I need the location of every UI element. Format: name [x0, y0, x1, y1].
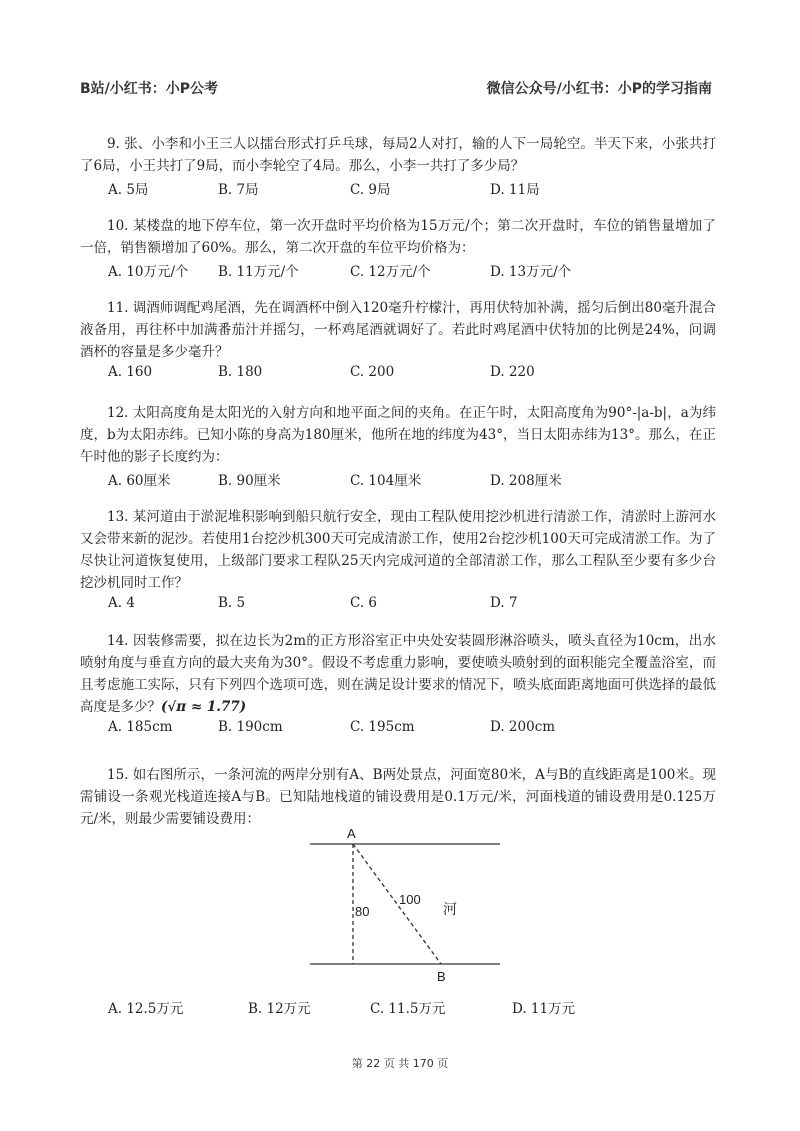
question-stem	[80, 630, 716, 718]
option-c: C. 6	[350, 595, 378, 611]
option-a: A. 5局	[108, 182, 149, 198]
option-a: A. 4	[108, 595, 135, 611]
question-14	[80, 630, 716, 741]
option-d: D. 13万元/个	[490, 264, 572, 280]
question-stem: 9. 张、小李和小王三人以擂台形式打乒乓球，每局2人对打，输的人下一局轮空。半天下来，小张共打了6局，小王共打了9局，而小李轮空了4局。那么，小李一共打了多少局？	[80, 136, 716, 174]
option-d: D. 220	[490, 364, 535, 380]
header-left-source: B站/小红书：小P公考	[80, 81, 219, 97]
option-a: A. 160	[108, 364, 153, 380]
page-number: 第 22 页 共 170 页	[351, 1057, 449, 1070]
distance-label: 100	[399, 892, 421, 907]
question-15	[80, 764, 716, 830]
question-stem: 10. 某楼盘的地下停车位，第一次开盘时平均价格为15万元/个；第二次开盘时，车位的销售量增加了一倍，销售额增加了60%。那么，第二次开盘的车位平均价格为：	[80, 218, 716, 256]
options-row	[80, 595, 716, 617]
options-row	[80, 997, 716, 1019]
point-a-label: A	[347, 826, 356, 841]
math-note: (√π ≈ 1.77)	[161, 699, 247, 715]
option-b: B. 12万元	[248, 1001, 311, 1017]
option-c: C. 195cm	[350, 719, 415, 735]
option-b: B. 180	[218, 364, 263, 380]
question-13	[80, 506, 716, 617]
option-a: A. 60厘米	[108, 473, 171, 489]
option-d: D. 208厘米	[490, 473, 562, 489]
option-b: B. 5	[218, 595, 246, 611]
river-label: 河	[443, 902, 457, 918]
option-b: B. 190cm	[218, 719, 283, 735]
question-stem: 13. 某河道由于淤泥堆积影响到船只航行安全，现由工程队使用挖沙机进行清淤工作，清淤时上游河水又会带来新的泥沙。若使用1台挖沙机300天可完成清淤工作，使用2台挖沙机100天可完成清淤工作。为了尽快让河道恢复使用，上级部门要求工程队25天内完成河道的全部清淤工作，那么工程队至少要有多少台挖沙机同时工作？	[80, 509, 716, 591]
options-row	[80, 364, 716, 386]
option-a: A. 10万元/个	[108, 264, 189, 280]
option-c: C. 104厘米	[350, 473, 422, 489]
option-d: D. 11局	[490, 182, 540, 198]
option-c: C. 12万元/个	[350, 264, 431, 280]
question-stem: 15. 如右图所示，一条河流的两岸分别有A、B两处景点，河面宽80米，A与B的直线距离是100米。现需铺设一条观光栈道连接A与B。已知陆地栈道的铺设费用是0.1万元/米，河面栈道的铺设费用是0.125万元/米，则最少需要铺设费用：	[80, 767, 716, 827]
question-stem: 11. 调酒师调配鸡尾酒，先在调酒杯中倒入120毫升柠檬汁，再用伏特加补满，摇匀后倒出80毫升混合液备用，再往杯中加满番茄汁并摇匀，一杯鸡尾酒就调好了。若此时鸡尾酒中伏特加的比例是24%，问调酒杯的容量是多少毫升？	[80, 300, 716, 360]
option-d: D. 7	[490, 595, 518, 611]
question-stem: 12. 太阳高度角是太阳光的入射方向和地平面之间的夹角。在正午时，太阳高度角为90°-|a-b|，a为纬度，b为太阳赤纬。已知小陈的身高为180厘米，他所在地的纬度为43°，当日太阳赤纬为13°。那么，在正午时他的影子长度约为：	[80, 405, 716, 465]
option-b: B. 90厘米	[218, 473, 281, 489]
question-9	[80, 133, 716, 200]
question-12	[80, 402, 716, 491]
question-11	[80, 297, 716, 386]
river-diagram	[305, 822, 505, 992]
option-d: D. 11万元	[512, 1001, 576, 1017]
point-b-label: B	[437, 969, 446, 984]
question-10	[80, 215, 716, 282]
question-15-options	[80, 996, 716, 1019]
option-c: C. 11.5万元	[370, 1001, 446, 1017]
header-right-source: 微信公众号/小红书：小P的学习指南	[486, 81, 712, 97]
option-c: C. 9局	[350, 182, 391, 198]
question-stem-text: 14. 因装修需要，拟在边长为2m的正方形浴室正中央处安装圆形淋浴喷头，喷头直径为10cm，出水喷射角度与垂直方向的最大夹角为30°。假设不考虑重力影响，要使喷头喷射到的面积能完全覆盖浴室，而且考虑施工实际，只有下列四个选项可选，则在满足设计要求的情况下，喷头底面距离地面可供选择的最低高度是多少？	[80, 633, 716, 715]
width-label: 80	[355, 904, 370, 919]
options-row	[80, 178, 716, 200]
option-b: B. 11万元/个	[218, 264, 299, 280]
options-row	[80, 719, 716, 741]
options-row	[80, 260, 716, 282]
option-b: B. 7局	[218, 182, 259, 198]
option-a: A. 185cm	[108, 719, 173, 735]
option-a: A. 12.5万元	[108, 1001, 184, 1017]
option-c: C. 200	[350, 364, 395, 380]
option-d: D. 200cm	[490, 719, 556, 735]
options-row	[80, 469, 716, 491]
